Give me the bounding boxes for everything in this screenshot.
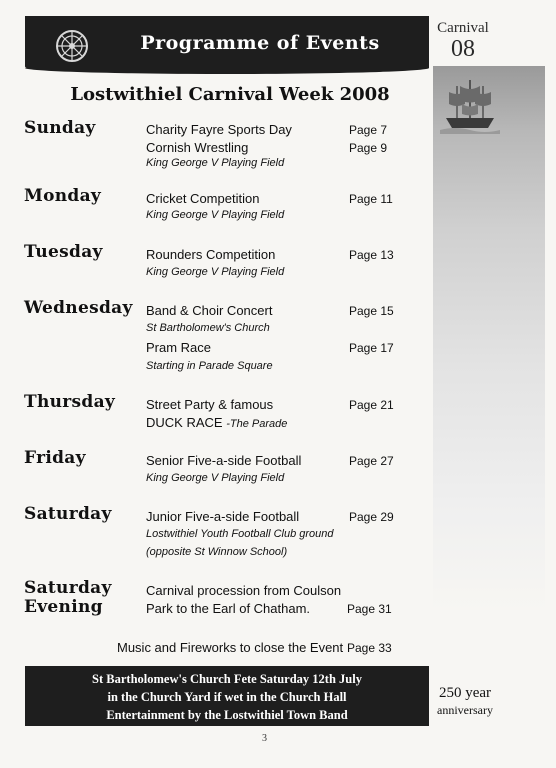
page-ref: Page 7	[349, 123, 388, 137]
carnival-emblem-icon	[55, 29, 89, 63]
event-duck-race-label: DUCK RACE	[146, 415, 223, 430]
event-carnival-procession: Carnival procession from Coulson	[146, 583, 342, 598]
venue: King George V Playing Field	[146, 266, 285, 278]
event-duck-race	[146, 415, 287, 430]
page-ref: Page 13	[349, 248, 394, 262]
closing-event: Music and Fireworks to close the Event	[117, 640, 344, 655]
page-ref: Page 17	[349, 341, 394, 355]
event-cricket: Cricket Competition	[146, 191, 260, 206]
venue: King George V Playing Field	[146, 209, 285, 221]
event-charity-fayre: Charity Fayre Sports Day	[146, 122, 292, 137]
header-banner	[25, 16, 429, 68]
event-cornish-wrestling: Cornish Wrestling	[146, 140, 249, 155]
page-ref: Page 15	[349, 304, 394, 318]
event-band-choir: Band & Choir Concert	[146, 303, 273, 318]
venue: King George V Playing Field	[146, 472, 285, 484]
venue: (opposite St Winnow School)	[146, 546, 288, 558]
carnival-badge	[429, 16, 497, 68]
carnival-word: Carnival	[437, 20, 489, 36]
day-thursday: Thursday	[24, 392, 116, 412]
day-saturday-evening-1: Saturday	[24, 578, 112, 598]
anniversary-line-1: 250 year	[438, 685, 492, 701]
event-junior-football: Junior Five-a-side Football	[146, 509, 300, 524]
decorative-side-strip	[433, 66, 545, 611]
venue: St Bartholomew's Church	[146, 322, 270, 334]
event-carnival-procession-2: Park to the Earl of Chatham.	[146, 601, 311, 616]
fete-line-1: St Bartholomew's Church Fete Saturday 12th July	[92, 672, 362, 686]
day-wednesday: Wednesday	[24, 298, 133, 318]
venue: Starting in Parade Square	[146, 360, 273, 372]
page-ref: Page 9	[349, 141, 388, 155]
church-fete-banner	[25, 666, 429, 726]
venue: King George V Playing Field	[146, 157, 285, 169]
event-pram-race: Pram Race	[146, 340, 212, 355]
page-ref: Page 33	[347, 641, 392, 655]
anniversary-line-2: anniversary	[437, 703, 493, 717]
page-ref: Page 21	[349, 398, 394, 412]
page-ref: Page 29	[349, 510, 394, 524]
week-title: Lostwithiel Carnival Week 2008	[70, 84, 390, 105]
day-friday: Friday	[24, 448, 86, 468]
day-saturday-evening-2: Evening	[24, 597, 103, 617]
day-tuesday: Tuesday	[24, 242, 103, 262]
venue: Lostwithiel Youth Football Club ground	[146, 528, 334, 540]
carnival-year: 08	[451, 36, 475, 62]
venue: -The Parade	[226, 418, 288, 430]
fete-line-3: Entertainment by the Lostwithiel Town Band	[106, 708, 348, 722]
day-sunday: Sunday	[24, 118, 96, 138]
page-number: 3	[262, 733, 267, 744]
page-ref: Page 27	[349, 454, 394, 468]
event-rounders: Rounders Competition	[146, 247, 276, 262]
page-title: Programme of Events	[140, 32, 380, 54]
event-senior-football: Senior Five-a-side Football	[146, 453, 302, 468]
galleon-ship-icon	[440, 72, 500, 134]
page-ref: Page 31	[347, 602, 392, 616]
day-monday: Monday	[24, 186, 102, 206]
page-ref: Page 11	[349, 192, 393, 206]
event-street-party: Street Party & famous	[146, 397, 274, 412]
day-saturday: Saturday	[24, 504, 112, 524]
fete-line-2: in the Church Yard if wet in the Church Hall	[107, 690, 347, 704]
